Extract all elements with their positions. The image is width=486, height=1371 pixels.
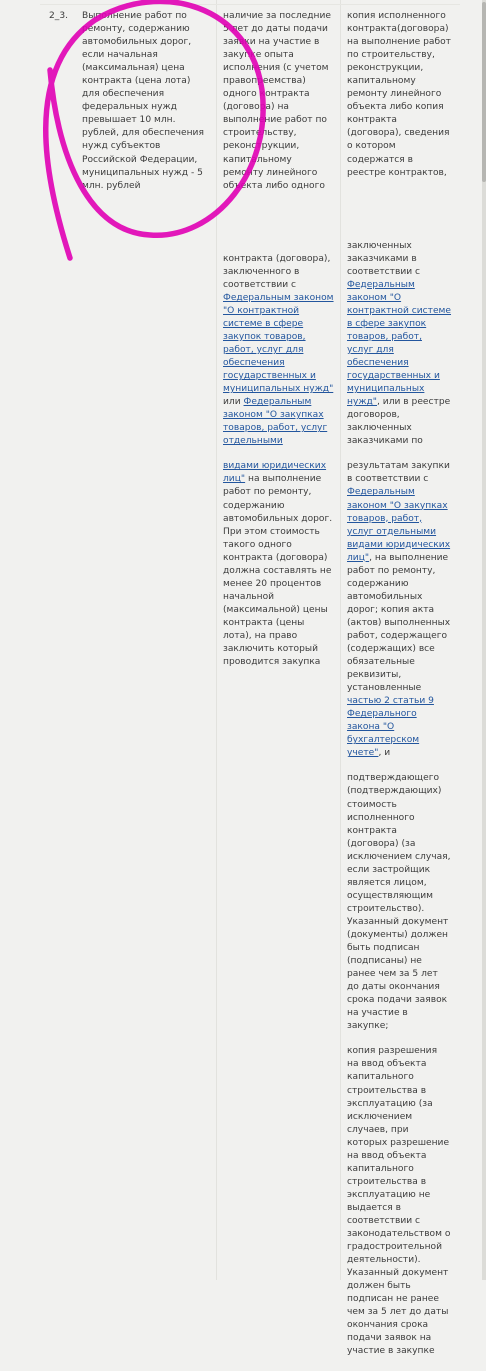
text-span: на выполнение работ по ремонту, содержанию автомобильных дорог. При этом стоимость такого одного контракта (договора) должна составлять не менее 20 процентов начальной (максимальной) цены контракта (цены лота), на право заключить который проводится закупка (223, 474, 333, 668)
documents-text-block-4: подтверждающего (подтверждающих) стоимость исполненного контракта (договора) (за исключением случая, если застройщик является лицом, осуществляющим строительство). Указанный документ (документы) должен быть подписан (подписаны) не ранее чем за 5 лет до даты окончания срока подачи заявок на участие в закупке; (347, 773, 451, 1032)
text-span: , и (378, 748, 391, 759)
requirement-subject-text: Выполнение работ по ремонту, содержанию автомобильных дорог, если начальная (максимальная) цена контракта (цена лота) для обеспечения федеральных нужд превышает 10 млн. рублей, для обеспечения нужд субъектов Российской Федерации, муниципальных нужд - 5 млн. рублей (82, 11, 204, 191)
text-span: , на выполнение работ по ремонту, содержанию автомобильных дорог; копия акта (актов) выполненных работ, содержащего (содержащих) все обязательные реквизиты, установленные (347, 552, 451, 694)
law-223fz-link-continued[interactable]: видами юридических лиц" (223, 461, 327, 485)
accounting-law-link[interactable]: частью 2 статьи 9 Федерального закона "О бухгалтерском учете" (347, 696, 434, 759)
law-44fz-link[interactable]: Федеральным законом "О контрактной системе в сфере закупок товаров, работ, услуг для обеспечения государственных и муниципальных нужд" (347, 279, 452, 408)
scrollbar[interactable] (482, 0, 486, 1280)
row-number: 2_3. (49, 11, 69, 21)
text-span: , или в реестре договоров, заключенных заказчиками по (347, 397, 451, 447)
text-span: заключенных заказчиками в соответствии с (347, 240, 421, 277)
law-44fz-link[interactable]: Федеральным законом "О контрактной системе в сфере закупок товаров, работ, услуг для обеспечения государственных и муниципальных нужд" (223, 292, 334, 395)
documents-text-block-3 (347, 460, 451, 760)
magenta-circle-annotation (0, 0, 486, 300)
documents-text-block-5: копия разрешения на ввод объекта капитального строительства в эксплуатацию (за исключением случаев, при которых разрешение на ввод объекта капитального строительства в эксплуатацию не выдается в соответствии с законодательством о градостроительной деятельности). Указанный документ должен быть подписан не ранее чем за 5 лет до даты окончания срока подачи заявок на участие в закупке (347, 1046, 451, 1357)
documents-text-block-1: копия исполненного контракта(договора) на выполнение работ по строительству, реконструкции, капитальному ремонту линейного объекта либо копия контракта (договора), сведения о котором содержатся в реестре контрактов, (347, 11, 451, 178)
text-span: контракта (договора), заключенного в соответствии с (223, 253, 331, 290)
text-span: или (223, 397, 244, 408)
text-span: результатам закупки в соответствии с (347, 461, 450, 485)
scrollbar-thumb[interactable] (482, 2, 486, 182)
law-223fz-link[interactable]: Федеральным законом "О закупках товаров, работ, услуг отдельными (223, 397, 328, 447)
law-223fz-link[interactable]: Федеральным законом "О закупках товаров, работ, услуг отдельными видами юридических лиц" (347, 487, 451, 563)
hand-drawn-circle (46, 1, 263, 258)
experience-text-block-3 (223, 460, 335, 669)
experience-text-block-1: наличие за последние 5 лет до даты подачи заявки на участие в закупке опыта исполнения (с учетом правопреемства) одного контракта (договора) на выполнение работ по строительству, реконструкции, капитальному ремонту линейного объекта либо одного (223, 11, 331, 191)
